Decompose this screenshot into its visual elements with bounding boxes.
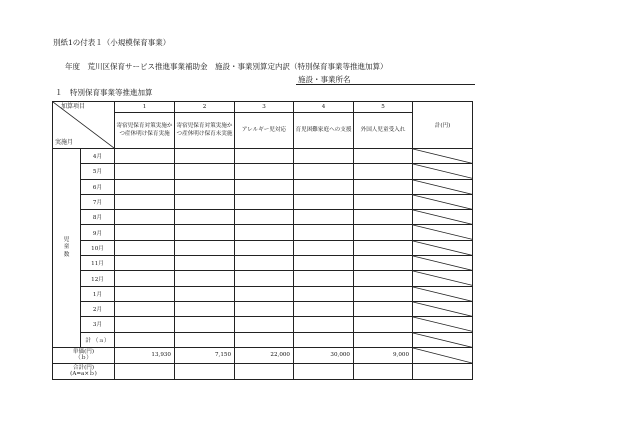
facility-name-label: 施設・事業所名	[298, 75, 351, 84]
cell-diagonal	[413, 149, 472, 163]
input-cell[interactable]	[354, 301, 413, 316]
input-cell[interactable]	[354, 317, 413, 332]
column-number: 1	[115, 102, 175, 113]
month-label: 12月	[81, 271, 115, 286]
input-cell[interactable]	[115, 194, 175, 209]
cell-diagonal	[413, 225, 472, 239]
column-label-cell	[235, 113, 294, 149]
grand-total-cell[interactable]	[115, 363, 175, 379]
input-cell[interactable]	[175, 149, 235, 164]
header-number-row	[53, 102, 473, 113]
subtotal-cell[interactable]	[294, 332, 354, 347]
input-cell[interactable]	[115, 210, 175, 225]
month-label: 3月	[81, 317, 115, 332]
subtotal-cell[interactable]	[115, 332, 175, 347]
column-label-cell	[175, 113, 235, 149]
subtotal-cell[interactable]	[175, 332, 235, 347]
column-number: 3	[235, 102, 294, 113]
column-label: 寄宿児保育対策実施かつ産休明け保育未実施	[176, 122, 233, 137]
month-row	[53, 225, 473, 240]
total-blank-cell	[413, 317, 473, 332]
total-blank-cell	[413, 225, 473, 240]
unit-price-label-b: （ｂ）	[75, 355, 92, 362]
corner-bottom-label: 実施月	[55, 139, 74, 146]
grand-total-cell[interactable]	[354, 363, 413, 379]
column-label-cell	[354, 113, 413, 149]
input-cell[interactable]	[294, 179, 354, 194]
unit-price-value: 9,000	[354, 347, 413, 363]
input-cell[interactable]	[235, 240, 294, 255]
input-cell[interactable]	[235, 164, 294, 179]
input-cell[interactable]	[354, 256, 413, 271]
input-cell[interactable]	[175, 210, 235, 225]
input-cell[interactable]	[115, 317, 175, 332]
input-cell[interactable]	[175, 256, 235, 271]
month-label: 10月	[81, 240, 115, 255]
input-cell[interactable]	[294, 317, 354, 332]
total-blank-cell	[413, 286, 473, 301]
grand-total-row	[53, 363, 473, 379]
month-row	[53, 256, 473, 271]
input-cell[interactable]	[294, 286, 354, 301]
input-cell[interactable]	[175, 194, 235, 209]
month-row	[53, 164, 473, 179]
total-blank-cell	[413, 347, 473, 363]
input-cell[interactable]	[175, 301, 235, 316]
input-cell[interactable]	[294, 271, 354, 286]
input-cell[interactable]	[235, 225, 294, 240]
month-row	[53, 240, 473, 255]
column-label: アレルギー児対応	[241, 126, 287, 133]
cell-diagonal	[413, 210, 472, 224]
column-label: 寄宿児保育対策実施かつ産休明け保育実施	[116, 122, 173, 137]
input-cell[interactable]	[175, 164, 235, 179]
attachment-label: 別紙1の付表１（小規模保育事業）	[53, 38, 171, 47]
column-label: 外国人児童受入れ	[360, 126, 406, 133]
month-label: 7月	[81, 194, 115, 209]
month-row	[53, 210, 473, 225]
month-label: 11月	[81, 256, 115, 271]
input-cell[interactable]	[235, 286, 294, 301]
month-row	[53, 286, 473, 301]
input-cell[interactable]	[354, 164, 413, 179]
total-blank-cell	[413, 301, 473, 316]
total-column-header: 計(円)	[413, 102, 473, 149]
month-row	[53, 317, 473, 332]
input-cell[interactable]	[235, 179, 294, 194]
input-cell[interactable]	[354, 240, 413, 255]
total-blank-cell	[413, 271, 473, 286]
total-blank-cell	[413, 179, 473, 194]
grand-total-label-cell	[53, 363, 115, 379]
total-blank-cell	[413, 332, 473, 347]
input-cell[interactable]	[235, 271, 294, 286]
input-cell[interactable]	[294, 240, 354, 255]
cell-diagonal	[413, 317, 472, 331]
month-row	[53, 179, 473, 194]
group-label-cell	[53, 149, 81, 348]
cell-diagonal	[413, 256, 472, 270]
unit-price-value: 30,000	[294, 347, 354, 363]
month-label: 6月	[81, 179, 115, 194]
column-number: 2	[175, 102, 235, 113]
month-row	[53, 149, 473, 164]
input-cell[interactable]	[115, 225, 175, 240]
column-number: 5	[354, 102, 413, 113]
input-cell[interactable]	[235, 149, 294, 164]
column-label-cell	[294, 113, 354, 149]
input-cell[interactable]	[235, 194, 294, 209]
cell-diagonal	[413, 348, 472, 363]
unit-price-label: 単価(円)	[72, 348, 95, 355]
month-label: 8月	[81, 210, 115, 225]
month-label: 2月	[81, 301, 115, 316]
grand-total-cell[interactable]	[175, 363, 235, 379]
input-cell[interactable]	[115, 271, 175, 286]
input-cell[interactable]	[115, 301, 175, 316]
input-cell[interactable]	[294, 149, 354, 164]
subtotal-cell[interactable]	[235, 332, 294, 347]
column-label-cell	[115, 113, 175, 149]
cell-diagonal	[413, 241, 472, 255]
month-row	[53, 194, 473, 209]
unit-price-row	[53, 347, 473, 363]
cell-diagonal	[413, 164, 472, 178]
cell-diagonal	[413, 180, 472, 194]
corner-top-label: 加算項目	[61, 103, 86, 110]
input-cell[interactable]	[354, 149, 413, 164]
input-cell[interactable]	[175, 179, 235, 194]
input-cell[interactable]	[294, 301, 354, 316]
document-title: 年度 荒川区保育サービス推進事業補助金 施設・事業別算定内訳（特別保育事業等推進加算）	[65, 62, 388, 71]
input-cell[interactable]	[235, 317, 294, 332]
input-cell[interactable]	[294, 256, 354, 271]
input-cell[interactable]	[235, 210, 294, 225]
column-label: 育児困難家庭への支援	[295, 126, 352, 133]
input-cell[interactable]	[115, 240, 175, 255]
input-cell[interactable]	[115, 256, 175, 271]
unit-price-label-cell	[53, 347, 115, 363]
subtotal-cell[interactable]	[354, 332, 413, 347]
total-blank-cell	[413, 194, 473, 209]
cell-diagonal	[413, 333, 472, 347]
grand-total-cell[interactable]	[235, 363, 294, 379]
month-row	[53, 271, 473, 286]
input-cell[interactable]	[175, 317, 235, 332]
total-blank-cell	[413, 240, 473, 255]
unit-price-value: 13,930	[115, 347, 175, 363]
input-cell[interactable]	[175, 286, 235, 301]
grand-total-sum-cell[interactable]	[413, 363, 473, 379]
month-label: 9月	[81, 225, 115, 240]
input-cell[interactable]	[235, 301, 294, 316]
header-label-row	[53, 113, 473, 149]
total-blank-cell	[413, 149, 473, 164]
input-cell[interactable]	[115, 149, 175, 164]
cell-diagonal	[413, 287, 472, 301]
input-cell[interactable]	[235, 256, 294, 271]
cell-diagonal	[413, 195, 472, 209]
total-blank-cell	[413, 210, 473, 225]
subtotal-row	[53, 332, 473, 347]
input-cell[interactable]	[175, 225, 235, 240]
grand-total-label: 合計(円)	[72, 364, 95, 371]
cell-diagonal	[413, 302, 472, 316]
grand-total-cell[interactable]	[294, 363, 354, 379]
input-cell[interactable]	[354, 286, 413, 301]
input-cell[interactable]	[354, 179, 413, 194]
cell-diagonal	[413, 271, 472, 285]
month-row	[53, 301, 473, 316]
subtotal-label: 計 （ａ）	[81, 332, 115, 347]
month-label: 5月	[81, 164, 115, 179]
input-cell[interactable]	[175, 271, 235, 286]
facility-name-line	[296, 84, 475, 85]
input-cell[interactable]	[294, 210, 354, 225]
input-cell[interactable]	[294, 194, 354, 209]
input-cell[interactable]	[115, 286, 175, 301]
unit-price-value: 22,000	[235, 347, 294, 363]
grand-total-formula: (A=a×ｂ)	[70, 371, 97, 378]
input-cell[interactable]	[294, 164, 354, 179]
input-cell[interactable]	[175, 240, 235, 255]
calculation-table	[52, 101, 473, 380]
section-heading: １ 特別保育事業等推進加算	[55, 88, 153, 97]
group-label: 児童数	[63, 237, 70, 258]
column-number: 4	[294, 102, 354, 113]
input-cell[interactable]	[354, 210, 413, 225]
total-blank-cell	[413, 164, 473, 179]
input-cell[interactable]	[294, 225, 354, 240]
unit-price-value: 7,150	[175, 347, 235, 363]
input-cell[interactable]	[354, 271, 413, 286]
total-blank-cell	[413, 256, 473, 271]
input-cell[interactable]	[354, 225, 413, 240]
input-cell[interactable]	[354, 194, 413, 209]
input-cell[interactable]	[115, 179, 175, 194]
header-corner-cell	[53, 102, 115, 149]
input-cell[interactable]	[115, 164, 175, 179]
month-label: 4月	[81, 149, 115, 164]
month-label: 1月	[81, 286, 115, 301]
